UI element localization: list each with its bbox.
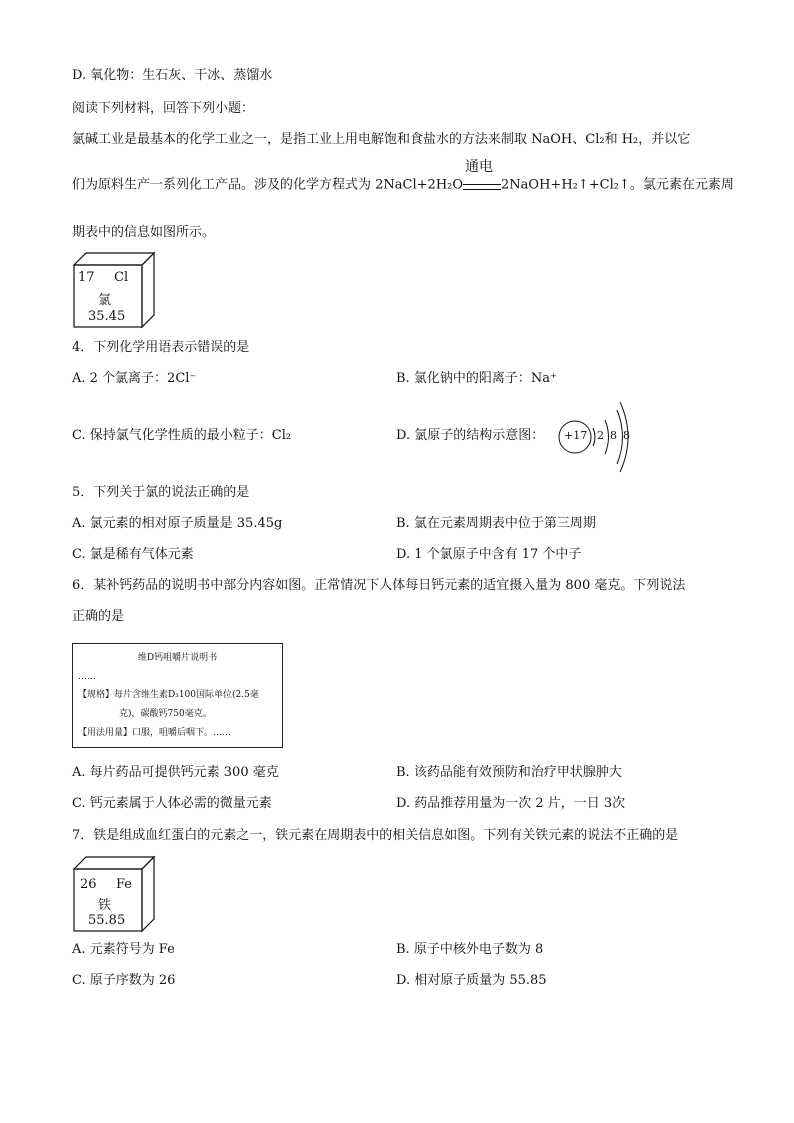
medicine-label-box: [72, 643, 283, 748]
q7-option-d: D. 相对原子质量为 55.85: [396, 973, 547, 988]
label-spec-line2: 克)，碳酸钙750毫克。: [119, 709, 212, 719]
q6-stem-line1: 6．某补钙药品的说明书中部分内容如图。正常情况下人体每日钙元素的适宜摄入量为 800 毫克。下列说法: [72, 578, 686, 593]
fe-name: 铁: [98, 898, 112, 913]
para2-text: 们为原料生产一系列化工产品。涉及的化学方程式为: [72, 177, 372, 193]
double-line: [463, 184, 501, 190]
q7-option-a: A. 元素符号为 Fe: [72, 942, 175, 957]
q6-option-d: D. 药品推荐用量为一次 2 片，一日 3次: [396, 796, 626, 811]
q4-option-c: C. 保持氯气化学性质的最小粒子：Cl₂: [72, 428, 292, 443]
chlorine-atom-structure-diagram: [556, 398, 646, 476]
q7-stem: 7．铁是组成血红蛋白的元素之一，铁元素在周期表中的相关信息如图。下列有关铁元素的说法不正确的是: [72, 828, 679, 843]
atom-shell-1: 2: [597, 429, 604, 442]
atom-shell-3: 8: [623, 429, 630, 442]
label-spec-line1: 【规格】每片含维生素D₃100国际单位(2.5毫: [78, 690, 259, 700]
q5-option-a: A. 氯元素的相对原子质量是 35.45g: [72, 516, 283, 531]
equation-condition: 通电: [465, 159, 494, 175]
material-paragraph-line2: [72, 159, 734, 195]
equation-right: 2NaOH+H₂↑+Cl₂↑: [501, 177, 630, 193]
q6-option-b: B. 该药品能有效预防和治疗甲状腺肿大: [396, 765, 622, 780]
cl-atomic-number: 17: [78, 270, 95, 285]
label-usage: 【用法用量】口服，咀嚼后咽下。……: [78, 728, 232, 738]
q5-stem: 5．下列关于氯的说法正确的是: [72, 485, 250, 500]
atom-shell-2: 8: [610, 429, 617, 442]
q6-stem-line2: 正确的是: [72, 609, 125, 624]
iron-element-cell: [72, 855, 156, 933]
q4-option-d: D. 氯原子的结构示意图：: [396, 428, 545, 443]
fe-atomic-mass: 55.85: [88, 913, 126, 928]
cl-atomic-mass: 35.45: [88, 309, 126, 324]
q6-option-c: C. 钙元素属于人体必需的微量元素: [72, 796, 272, 811]
para2-text-end: 。氯元素在元素周: [629, 177, 734, 193]
q5-option-b: B. 氯在元素周期表中位于第三周期: [396, 516, 596, 531]
atom-nucleus: +17: [564, 429, 588, 442]
label-ellipsis: ……: [78, 672, 96, 682]
label-title: 维D钙咀嚼片说明书: [137, 653, 218, 663]
fe-symbol: Fe: [116, 877, 133, 892]
reading-intro: 阅读下列材料，回答下列小题：: [72, 101, 255, 116]
option-d-previous: D. 氧化物：生石灰、干冰、蒸馏水: [72, 68, 273, 83]
fe-atomic-number: 26: [80, 877, 97, 892]
q6-option-a: A. 每片药品可提供钙元素 300 毫克: [72, 765, 279, 780]
q5-option-c: C. 氯是稀有气体元素: [72, 547, 194, 562]
material-paragraph-line3: 期表中的信息如图所示。: [72, 225, 216, 240]
cl-symbol: Cl: [114, 270, 129, 285]
q7-option-c: C. 原子序数为 26: [72, 973, 176, 988]
q5-option-d: D. 1 个氯原子中含有 17 个中子: [396, 547, 582, 562]
q4-stem: 4．下列化学用语表示错误的是: [72, 340, 250, 355]
equation-left: 2NaCl+2H₂O: [371, 177, 464, 193]
cl-name: 氯: [98, 293, 112, 308]
q4-option-b: B. 氯化钠中的阳离子：Na⁺: [396, 371, 557, 386]
q4-option-a: A. 2 个氯离子：2Cl⁻: [72, 371, 197, 386]
material-paragraph-line1: 氯碱工业是最基本的化学工业之一，是指工业上用电解饱和食盐水的方法来制取 NaOH、Cl₂和 H₂，并以它: [72, 132, 691, 147]
chlorine-element-cell: [72, 251, 156, 329]
equation-arrow: [463, 159, 501, 194]
q7-option-b: B. 原子中核外电子数为 8: [396, 942, 544, 957]
